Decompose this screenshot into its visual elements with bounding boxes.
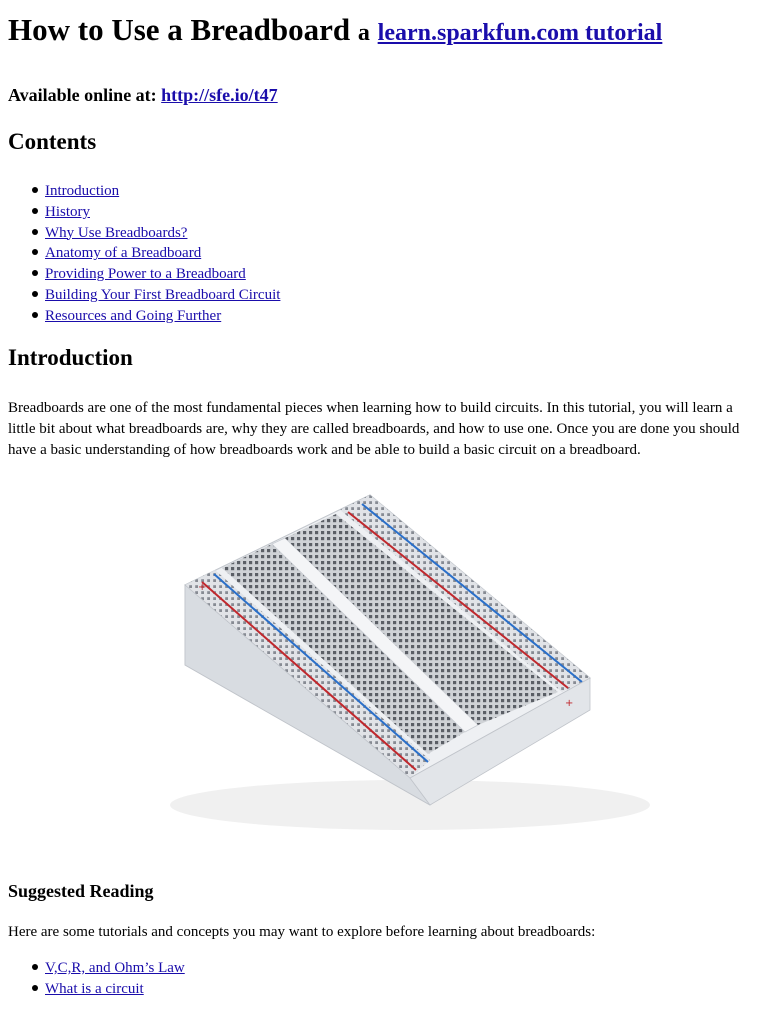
toc-item <box>0 202 280 223</box>
toc-item <box>0 181 280 202</box>
link-what-is-a-circuit[interactable]: What is a circuit <box>45 980 144 997</box>
table-of-contents <box>0 181 280 327</box>
availability-line <box>8 84 278 106</box>
suggested-reading-intro: Here are some tutorials and concepts you may want to explore before learning about breadboards: <box>8 924 596 940</box>
tutorial-link[interactable]: learn.sparkfun.com tutorial <box>377 20 663 46</box>
toc-item <box>0 306 280 327</box>
contents-heading: Contents <box>8 129 97 154</box>
toc-link-history[interactable]: History <box>45 203 90 220</box>
toc-item <box>0 285 280 306</box>
breadboard-illustration <box>110 470 670 850</box>
availability-label: Available online at: <box>8 85 157 105</box>
list-item <box>0 958 185 979</box>
introduction-paragraph: Breadboards are one of the most fundamental pieces when learning how to build circuits. In this tutorial, you will learn a little bit about what breadboards are, why they are called breadboards, and how to use one. Once you are done you should have a basic understanding of how breadboards work and be able to build a basic circuit on a breadboard. <box>8 400 740 458</box>
toc-link-why-use[interactable]: Why Use Breadboards? <box>45 224 188 241</box>
toc-link-anatomy[interactable]: Anatomy of a Breadboard <box>45 245 202 262</box>
title-text: How to Use a Breadboard <box>8 12 351 47</box>
introduction-heading: Introduction <box>8 345 133 370</box>
subtitle-prefix: a <box>357 20 370 46</box>
suggested-reading-list <box>0 958 185 1000</box>
short-url-link[interactable]: http://sfe.io/t47 <box>161 85 278 105</box>
svg-text:+: + <box>565 698 574 709</box>
page-title <box>8 10 662 53</box>
breadboard-photo <box>110 470 670 850</box>
toc-link-power[interactable]: Providing Power to a Breadboard <box>45 266 246 283</box>
toc-link-resources[interactable]: Resources and Going Further <box>45 307 222 324</box>
toc-link-introduction[interactable]: Introduction <box>45 183 120 199</box>
toc-item <box>0 264 280 285</box>
toc-item <box>0 243 280 264</box>
list-item <box>0 979 185 1000</box>
svg-text:+: + <box>198 582 207 593</box>
toc-item <box>0 223 280 244</box>
suggested-reading-heading: Suggested Reading <box>8 881 154 901</box>
toc-link-first-circuit[interactable]: Building Your First Breadboard Circuit <box>45 286 281 303</box>
link-vcr-ohms-law[interactable]: V,C,R, and Ohm’s Law <box>45 960 185 976</box>
